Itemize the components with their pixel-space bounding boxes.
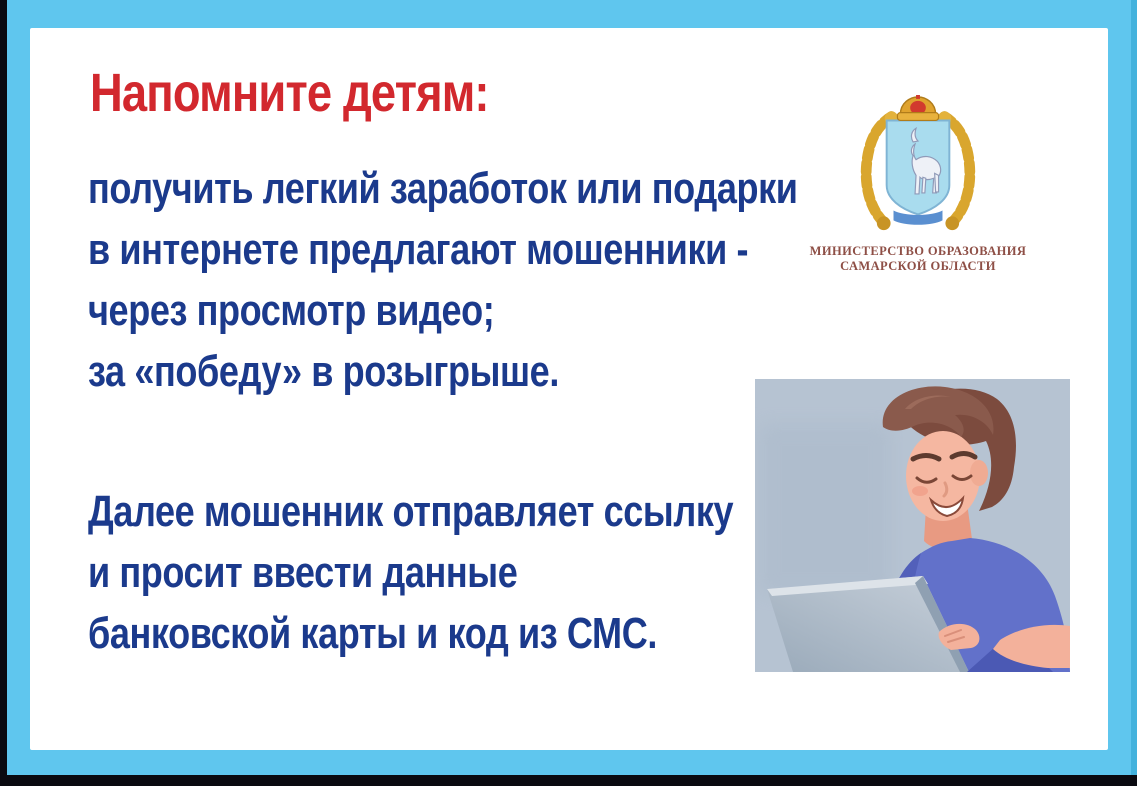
ministry-name-line1: МИНИСТЕРСТВО ОБРАЗОВАНИЯ xyxy=(809,244,1027,258)
body-line: и просит ввести данные xyxy=(88,548,518,597)
paragraph-scam-link xyxy=(88,481,733,664)
cheek-blush xyxy=(912,486,928,496)
poster-title: Напомните детям: xyxy=(90,63,489,123)
frame-right-edge xyxy=(1131,0,1137,775)
wreath-leaf xyxy=(877,216,891,230)
body-line: через просмотр видео; xyxy=(88,286,495,335)
ear xyxy=(970,460,988,486)
poster-card xyxy=(30,28,1108,750)
bg-shadow xyxy=(760,424,890,594)
ministry-logo xyxy=(806,95,1030,274)
coat-of-arms-icon xyxy=(854,95,982,237)
body-line: получить легкий заработок или подарки xyxy=(88,164,798,213)
ministry-name-line2: САМАРСКОЙ ОБЛАСТИ xyxy=(840,259,996,273)
body-line: банковской карты и код из СМС. xyxy=(88,609,657,658)
body-line: за «победу» в розыгрыше. xyxy=(88,347,559,396)
body-line: Далее мошенник отправляет ссылку xyxy=(88,487,734,536)
crown xyxy=(897,95,938,120)
wreath-leaf xyxy=(945,216,959,230)
man-laptop-illustration xyxy=(755,379,1070,672)
paragraph-scam-offers xyxy=(88,158,798,402)
body-line: в интернете предлагают мошенники - xyxy=(88,225,749,274)
